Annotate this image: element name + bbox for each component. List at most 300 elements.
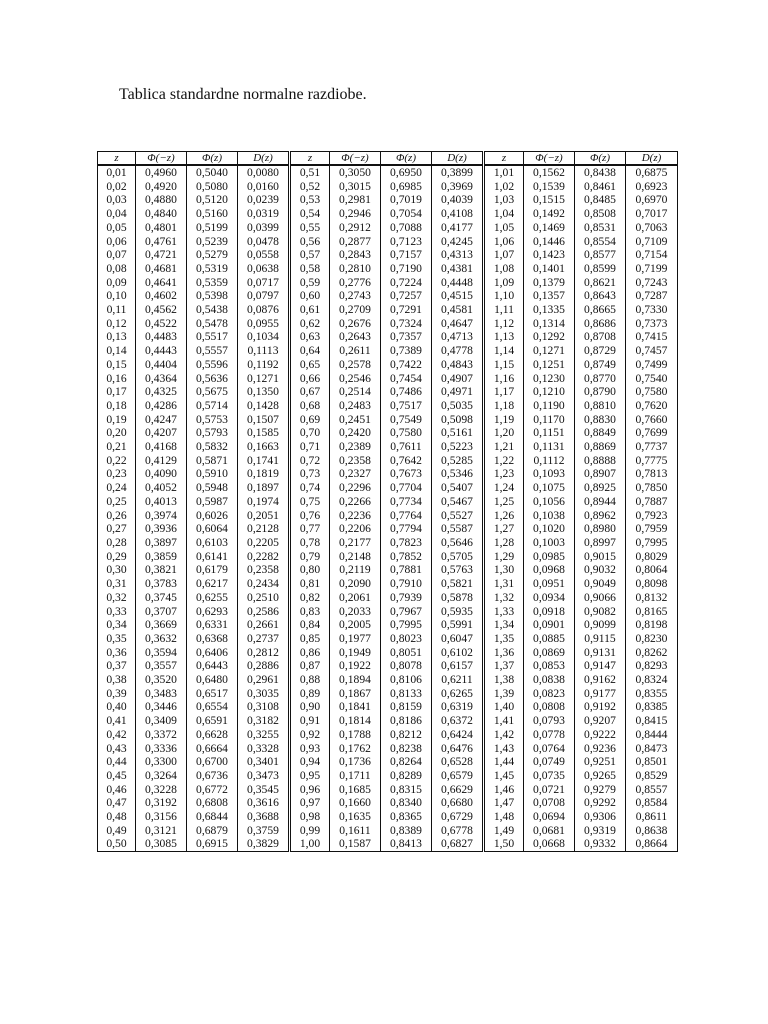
table-cell: 0,4602 [136, 289, 187, 303]
table-cell: 0,7257 [381, 289, 432, 303]
table-cell: 0,2886 [238, 659, 290, 673]
page-title: Tablica standardne normalne razdiobe. [119, 86, 367, 103]
table-cell: 0,2451 [330, 413, 381, 427]
table-cell: 0,18 [98, 399, 136, 413]
table-cell: 0,5223 [432, 440, 484, 454]
table-cell: 0,2119 [330, 563, 381, 577]
table-cell: 0,0934 [524, 591, 575, 605]
table-cell: 0,8849 [575, 426, 626, 440]
table-cell: 0,8212 [381, 728, 432, 742]
table-row [98, 262, 678, 276]
table-cell: 0,45 [98, 769, 136, 783]
table-cell: 0,8230 [626, 632, 678, 646]
table-cell: 0,74 [290, 481, 330, 495]
table-cell: 0,7415 [626, 330, 678, 344]
table-cell: 0,41 [98, 714, 136, 728]
table-cell: 0,8665 [575, 303, 626, 317]
table-cell: 0,7813 [626, 467, 678, 481]
table-cell: 0,5948 [187, 481, 238, 495]
table-cell: 0,2177 [330, 536, 381, 550]
table-cell: 0,3707 [136, 605, 187, 619]
table-cell: 0,03 [98, 193, 136, 207]
table-cell: 0,1446 [524, 235, 575, 249]
table-cell: 0,15 [98, 358, 136, 372]
table-cell: 0,5120 [187, 193, 238, 207]
table-cell: 0,2578 [330, 358, 381, 372]
table-cell: 0,4721 [136, 248, 187, 262]
table-cell: 0,7517 [381, 399, 432, 413]
table-cell: 0,3974 [136, 509, 187, 523]
table-cell: 0,9177 [575, 687, 626, 701]
table-cell: 0,0239 [238, 193, 290, 207]
table-body [98, 165, 678, 852]
table-row [98, 317, 678, 331]
table-cell: 0,6664 [187, 742, 238, 756]
table-cell: 0,0793 [524, 714, 575, 728]
table-cell: 0,3557 [136, 659, 187, 673]
table-cell: 1,06 [484, 235, 524, 249]
table-cell: 0,5346 [432, 467, 484, 481]
table-cell: 0,8749 [575, 358, 626, 372]
table-cell: 0,6293 [187, 605, 238, 619]
table-cell: 0,2912 [330, 221, 381, 235]
table-row [98, 372, 678, 386]
table-cell: 0,0399 [238, 221, 290, 235]
table-cell: 0,7389 [381, 344, 432, 358]
table-cell: 0,0885 [524, 632, 575, 646]
table-cell: 0,8485 [575, 193, 626, 207]
table-cell: 0,05 [98, 221, 136, 235]
table-cell: 0,6700 [187, 755, 238, 769]
table-cell: 0,1469 [524, 221, 575, 235]
table-cell: 0,1977 [330, 632, 381, 646]
table-cell: 0,62 [290, 317, 330, 331]
table-cell: 0,8355 [626, 687, 678, 701]
table-cell: 1,27 [484, 522, 524, 536]
table-cell: 0,8554 [575, 235, 626, 249]
table-cell: 0,44 [98, 755, 136, 769]
table-cell: 0,8029 [626, 550, 678, 564]
table-cell: 0,4522 [136, 317, 187, 331]
table-cell: 0,8869 [575, 440, 626, 454]
table-cell: 0,46 [98, 783, 136, 797]
column-header: z [484, 152, 524, 166]
table-cell: 0,8599 [575, 262, 626, 276]
table-cell: 1,28 [484, 536, 524, 550]
table-cell: 1,30 [484, 563, 524, 577]
table-cell: 0,5359 [187, 276, 238, 290]
table-cell: 0,3969 [432, 180, 484, 194]
table-cell: 0,2676 [330, 317, 381, 331]
table-cell: 0,12 [98, 317, 136, 331]
table-cell: 0,5987 [187, 495, 238, 509]
table-cell: 0,5098 [432, 413, 484, 427]
table-cell: 0,3616 [238, 796, 290, 810]
table-cell: 0,3108 [238, 700, 290, 714]
table-cell: 0,4381 [432, 262, 484, 276]
table-cell: 0,3264 [136, 769, 187, 783]
table-cell: 0,7454 [381, 372, 432, 386]
table-cell: 0,5407 [432, 481, 484, 495]
table-row [98, 303, 678, 317]
table-row [98, 837, 678, 851]
table-cell: 0,30 [98, 563, 136, 577]
table-cell: 0,43 [98, 742, 136, 756]
table-cell: 0,65 [290, 358, 330, 372]
table-cell: 0,7199 [626, 262, 678, 276]
table-cell: 0,7373 [626, 317, 678, 331]
table-cell: 0,7850 [626, 481, 678, 495]
table-cell: 0,4647 [432, 317, 484, 331]
table-row [98, 563, 678, 577]
table-cell: 0,1192 [238, 358, 290, 372]
table-cell: 0,1762 [330, 742, 381, 756]
table-cell: 0,7109 [626, 235, 678, 249]
table-cell: 0,1357 [524, 289, 575, 303]
table-cell: 0,7330 [626, 303, 678, 317]
table-row [98, 618, 678, 632]
table-cell: 0,2709 [330, 303, 381, 317]
table-cell: 0,9292 [575, 796, 626, 810]
table-cell: 0,6406 [187, 646, 238, 660]
table-cell: 0,5161 [432, 426, 484, 440]
table-cell: 1,18 [484, 399, 524, 413]
table-cell: 0,1003 [524, 536, 575, 550]
table-cell: 0,8165 [626, 605, 678, 619]
table-cell: 0,5832 [187, 440, 238, 454]
table-cell: 0,5557 [187, 344, 238, 358]
table-cell: 0,69 [290, 413, 330, 427]
table-cell: 0,4313 [432, 248, 484, 262]
table-cell: 0,60 [290, 289, 330, 303]
table-cell: 0,8621 [575, 276, 626, 290]
table-cell: 0,9131 [575, 646, 626, 660]
table-row [98, 358, 678, 372]
table-cell: 1,31 [484, 577, 524, 591]
table-cell: 0,1736 [330, 755, 381, 769]
table-cell: 0,0853 [524, 659, 575, 673]
table-cell: 0,2061 [330, 591, 381, 605]
table-cell: 0,6528 [432, 755, 484, 769]
table-row [98, 550, 678, 564]
table-cell: 0,4177 [432, 221, 484, 235]
table-cell: 1,15 [484, 358, 524, 372]
table-cell: 0,5763 [432, 563, 484, 577]
table-cell: 0,2358 [330, 454, 381, 468]
table-row [98, 728, 678, 742]
table-row [98, 810, 678, 824]
table-cell: 0,0918 [524, 605, 575, 619]
table-cell: 0,5793 [187, 426, 238, 440]
table-cell: 1,05 [484, 221, 524, 235]
table-row [98, 454, 678, 468]
table-cell: 0,7017 [626, 207, 678, 221]
table-cell: 0,1587 [330, 837, 381, 851]
table-cell: 0,84 [290, 618, 330, 632]
table-cell: 0,7291 [381, 303, 432, 317]
table-cell: 0,8907 [575, 467, 626, 481]
table-cell: 0,3545 [238, 783, 290, 797]
table-cell: 0,51 [290, 165, 330, 180]
table-cell: 0,85 [290, 632, 330, 646]
table-cell: 0,7154 [626, 248, 678, 262]
table-cell: 0,7540 [626, 372, 678, 386]
table-cell: 0,52 [290, 180, 330, 194]
table-cell: 0,2776 [330, 276, 381, 290]
table-cell: 1,13 [484, 330, 524, 344]
table-cell: 0,7764 [381, 509, 432, 523]
table-cell: 0,97 [290, 796, 330, 810]
table-cell: 0,9192 [575, 700, 626, 714]
table-cell: 0,4907 [432, 372, 484, 386]
table-cell: 0,1230 [524, 372, 575, 386]
table-cell: 0,2128 [238, 522, 290, 536]
table-cell: 0,3228 [136, 783, 187, 797]
table-cell: 0,88 [290, 673, 330, 687]
table-cell: 0,1151 [524, 426, 575, 440]
table-cell: 0,4515 [432, 289, 484, 303]
table-cell: 1,48 [484, 810, 524, 824]
table-cell: 0,6141 [187, 550, 238, 564]
table-cell: 0,5478 [187, 317, 238, 331]
table-cell: 0,75 [290, 495, 330, 509]
table-cell: 0,2296 [330, 481, 381, 495]
table-cell: 0,0838 [524, 673, 575, 687]
table-row [98, 426, 678, 440]
table-cell: 0,1314 [524, 317, 575, 331]
table-cell: 0,4880 [136, 193, 187, 207]
table-cell: 0,1611 [330, 824, 381, 838]
table-cell: 0,1379 [524, 276, 575, 290]
table-row [98, 536, 678, 550]
table-cell: 0,6064 [187, 522, 238, 536]
table-cell: 0,8529 [626, 769, 678, 783]
table-cell: 0,1112 [524, 454, 575, 468]
table-cell: 0,1423 [524, 248, 575, 262]
table-cell: 0,8611 [626, 810, 678, 824]
table-cell: 0,3446 [136, 700, 187, 714]
column-header: Φ(−z) [524, 152, 575, 166]
table-cell: 0,7823 [381, 536, 432, 550]
table-cell: 0,7123 [381, 235, 432, 249]
table-cell: 0,1210 [524, 385, 575, 399]
table-cell: 0,8944 [575, 495, 626, 509]
table-cell: 1,24 [484, 481, 524, 495]
table-cell: 1,26 [484, 509, 524, 523]
table-cell: 0,2810 [330, 262, 381, 276]
table-cell: 0,8023 [381, 632, 432, 646]
table-cell: 0,2483 [330, 399, 381, 413]
table-cell: 0,8980 [575, 522, 626, 536]
table-row [98, 276, 678, 290]
table-cell: 0,8415 [626, 714, 678, 728]
table-cell: 0,6517 [187, 687, 238, 701]
table-cell: 0,7794 [381, 522, 432, 536]
table-cell: 0,2737 [238, 632, 290, 646]
table-cell: 0,5160 [187, 207, 238, 221]
table-cell: 0,1894 [330, 673, 381, 687]
table-cell: 0,1335 [524, 303, 575, 317]
table-row [98, 248, 678, 262]
table-cell: 0,5438 [187, 303, 238, 317]
table-cell: 0,3669 [136, 618, 187, 632]
table-cell: 0,4090 [136, 467, 187, 481]
table-cell: 0,3520 [136, 673, 187, 687]
table-cell: 0,1170 [524, 413, 575, 427]
table-cell: 0,0638 [238, 262, 290, 276]
table-cell: 0,6629 [432, 783, 484, 797]
table-cell: 0,8078 [381, 659, 432, 673]
table-cell: 0,4681 [136, 262, 187, 276]
table-cell: 0,5285 [432, 454, 484, 468]
table-cell: 0,11 [98, 303, 136, 317]
table-cell: 0,7775 [626, 454, 678, 468]
table-row [98, 344, 678, 358]
table-row [98, 605, 678, 619]
table-cell: 0,8508 [575, 207, 626, 221]
table-cell: 0,6680 [432, 796, 484, 810]
table-cell: 0,09 [98, 276, 136, 290]
table-cell: 0,7549 [381, 413, 432, 427]
table-cell: 0,0968 [524, 563, 575, 577]
table-cell: 0,3300 [136, 755, 187, 769]
table-cell: 0,7157 [381, 248, 432, 262]
table-cell: 0,2843 [330, 248, 381, 262]
table-row [98, 385, 678, 399]
table-cell: 0,86 [290, 646, 330, 660]
table-cell: 0,8664 [626, 837, 678, 851]
table-cell: 0,4013 [136, 495, 187, 509]
table-cell: 0,7486 [381, 385, 432, 399]
table-cell: 0,6915 [187, 837, 238, 851]
table-cell: 0,7642 [381, 454, 432, 468]
table-cell: 0,8962 [575, 509, 626, 523]
table-cell: 0,1663 [238, 440, 290, 454]
table-cell: 0,3473 [238, 769, 290, 783]
table-cell: 0,1949 [330, 646, 381, 660]
table-cell: 0,63 [290, 330, 330, 344]
table-cell: 1,02 [484, 180, 524, 194]
table-cell: 1,33 [484, 605, 524, 619]
table-cell: 0,2266 [330, 495, 381, 509]
table-cell: 0,4971 [432, 385, 484, 399]
table-cell: 1,07 [484, 248, 524, 262]
table-cell: 0,3821 [136, 563, 187, 577]
table-cell: 0,0764 [524, 742, 575, 756]
table-cell: 0,1867 [330, 687, 381, 701]
table-cell: 0,8186 [381, 714, 432, 728]
table-cell: 0,6778 [432, 824, 484, 838]
table-cell: 0,2051 [238, 509, 290, 523]
table-cell: 0,72 [290, 454, 330, 468]
table-cell: 0,1562 [524, 165, 575, 180]
table-cell: 0,8159 [381, 700, 432, 714]
table-cell: 0,54 [290, 207, 330, 221]
table-cell: 0,1292 [524, 330, 575, 344]
table-cell: 0,2282 [238, 550, 290, 564]
table-cell: 0,8770 [575, 372, 626, 386]
table-cell: 0,6923 [626, 180, 678, 194]
table-cell: 0,7580 [626, 385, 678, 399]
table-cell: 0,8262 [626, 646, 678, 660]
table-cell: 0,3182 [238, 714, 290, 728]
table-cell: 0,91 [290, 714, 330, 728]
table-cell: 0,8997 [575, 536, 626, 550]
table-cell: 0,8324 [626, 673, 678, 687]
table-cell: 0,27 [98, 522, 136, 536]
table-cell: 0,0681 [524, 824, 575, 838]
table-cell: 0,8389 [381, 824, 432, 838]
table-cell: 0,22 [98, 454, 136, 468]
table-cell: 0,92 [290, 728, 330, 742]
table-cell: 0,3192 [136, 796, 187, 810]
column-header: D(z) [432, 152, 484, 166]
table-cell: 0,23 [98, 467, 136, 481]
table-row [98, 646, 678, 660]
table-cell: 0,2327 [330, 467, 381, 481]
table-cell: 0,4448 [432, 276, 484, 290]
table-cell: 0,99 [290, 824, 330, 838]
table-cell: 0,0797 [238, 289, 290, 303]
table-cell: 0,06 [98, 235, 136, 249]
table-cell: 0,29 [98, 550, 136, 564]
table-cell: 0,6985 [381, 180, 432, 194]
table-cell: 0,4778 [432, 344, 484, 358]
table-cell: 0,32 [98, 591, 136, 605]
table-cell: 0,9032 [575, 563, 626, 577]
table-cell: 0,1093 [524, 467, 575, 481]
table-row [98, 413, 678, 427]
table-cell: 0,6808 [187, 796, 238, 810]
table-cell: 0,8638 [626, 824, 678, 838]
table-cell: 0,5871 [187, 454, 238, 468]
table-cell: 0,4325 [136, 385, 187, 399]
table-cell: 0,1492 [524, 207, 575, 221]
table-cell: 0,4840 [136, 207, 187, 221]
table-row [98, 796, 678, 810]
table-cell: 0,7699 [626, 426, 678, 440]
table-cell: 0,4562 [136, 303, 187, 317]
table-cell: 0,2586 [238, 605, 290, 619]
table-cell: 0,59 [290, 276, 330, 290]
table-cell: 1,32 [484, 591, 524, 605]
table-row [98, 632, 678, 646]
table-cell: 0,38 [98, 673, 136, 687]
table-cell: 0,39 [98, 687, 136, 701]
table-cell: 0,3483 [136, 687, 187, 701]
table-cell: 0,02 [98, 180, 136, 194]
table-cell: 0,1428 [238, 399, 290, 413]
table-cell: 0,3745 [136, 591, 187, 605]
table-row [98, 495, 678, 509]
table-cell: 0,4581 [432, 303, 484, 317]
table-cell: 0,1038 [524, 509, 575, 523]
table-cell: 0,5279 [187, 248, 238, 262]
table-cell: 0,2389 [330, 440, 381, 454]
table-cell: 0,2981 [330, 193, 381, 207]
table-cell: 0,3859 [136, 550, 187, 564]
table-cell: 0,3255 [238, 728, 290, 742]
table-row [98, 824, 678, 838]
table-cell: 1,09 [484, 276, 524, 290]
table-cell: 0,8461 [575, 180, 626, 194]
table-cell: 0,7611 [381, 440, 432, 454]
table-row [98, 467, 678, 481]
table-cell: 0,2510 [238, 591, 290, 605]
table-cell: 0,0951 [524, 577, 575, 591]
table-cell: 1,46 [484, 783, 524, 797]
table-cell: 1,40 [484, 700, 524, 714]
